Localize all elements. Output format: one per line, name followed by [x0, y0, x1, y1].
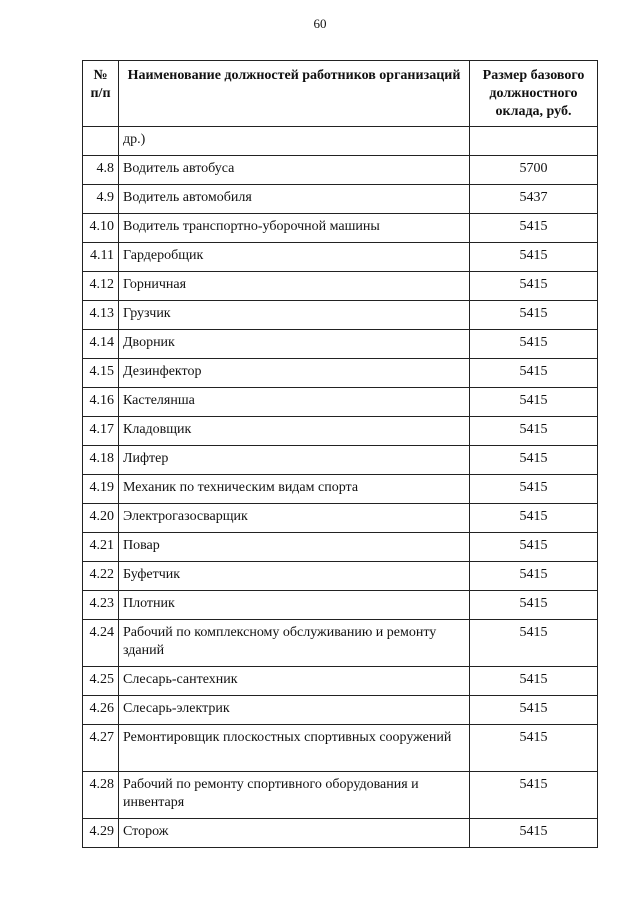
table-header [83, 61, 598, 127]
cell-num: 4.23 [83, 591, 119, 620]
cell-name: Водитель транспортно-уборочной машины [119, 214, 470, 243]
cell-name: Гардеробщик [119, 243, 470, 272]
cell-name: Рабочий по ремонту спортивного оборудования и инвентаря [119, 772, 470, 819]
table-row [83, 301, 598, 330]
cell-salary: 5415 [470, 504, 598, 533]
table-row [83, 243, 598, 272]
cell-num: 4.16 [83, 388, 119, 417]
table-row [83, 591, 598, 620]
table-row [83, 214, 598, 243]
table-row [83, 359, 598, 388]
cell-num: 4.13 [83, 301, 119, 330]
table-row [83, 417, 598, 446]
cell-name: Слесарь-сантехник [119, 667, 470, 696]
page-number: 60 [313, 16, 327, 31]
cell-num: 4.11 [83, 243, 119, 272]
cell-num [83, 127, 119, 156]
header-salary: Размер базового должностного оклада, руб. [470, 61, 598, 127]
cell-salary: 5415 [470, 214, 598, 243]
cell-num: 4.21 [83, 533, 119, 562]
cell-name: Сторож [119, 819, 470, 848]
table-row [83, 562, 598, 591]
cell-salary [470, 127, 598, 156]
cell-salary: 5415 [470, 620, 598, 667]
cell-name: Кастелянша [119, 388, 470, 417]
cell-num: 4.28 [83, 772, 119, 819]
cell-name: Грузчик [119, 301, 470, 330]
cell-salary: 5415 [470, 359, 598, 388]
cell-salary: 5700 [470, 156, 598, 185]
cell-name: Механик по техническим видам спорта [119, 475, 470, 504]
cell-name: Ремонтировщик плоскостных спортивных сооружений [119, 725, 470, 772]
cell-num: 4.12 [83, 272, 119, 301]
cell-num: 4.27 [83, 725, 119, 772]
cell-num: 4.19 [83, 475, 119, 504]
cell-name: др.) [119, 127, 470, 156]
table-row [83, 533, 598, 562]
cell-salary: 5415 [470, 301, 598, 330]
cell-salary: 5415 [470, 446, 598, 475]
cell-name: Лифтер [119, 446, 470, 475]
cell-name: Дезинфектор [119, 359, 470, 388]
cell-salary: 5415 [470, 475, 598, 504]
cell-num: 4.9 [83, 185, 119, 214]
cell-salary: 5415 [470, 388, 598, 417]
cell-salary: 5415 [470, 819, 598, 848]
cell-name: Буфетчик [119, 562, 470, 591]
table-row [83, 725, 598, 772]
cell-name: Водитель автомобиля [119, 185, 470, 214]
cell-salary: 5415 [470, 243, 598, 272]
table-row [83, 272, 598, 301]
cell-name: Повар [119, 533, 470, 562]
cell-salary: 5415 [470, 667, 598, 696]
cell-name: Дворник [119, 330, 470, 359]
table-row [83, 620, 598, 667]
cell-num: 4.26 [83, 696, 119, 725]
cell-name: Водитель автобуса [119, 156, 470, 185]
table-row [83, 185, 598, 214]
cell-num: 4.24 [83, 620, 119, 667]
cell-name: Слесарь-электрик [119, 696, 470, 725]
cell-name: Плотник [119, 591, 470, 620]
cell-salary: 5415 [470, 591, 598, 620]
table-row [83, 819, 598, 848]
cell-num: 4.25 [83, 667, 119, 696]
cell-num: 4.20 [83, 504, 119, 533]
table-row [83, 772, 598, 819]
cell-name: Электрогазосварщик [119, 504, 470, 533]
cell-num: 4.18 [83, 446, 119, 475]
table-row [83, 330, 598, 359]
salary-table [82, 60, 598, 848]
header-num: № п/п [83, 61, 119, 127]
cell-name: Кладовщик [119, 417, 470, 446]
table-row [83, 475, 598, 504]
table-row [83, 446, 598, 475]
cell-salary: 5437 [470, 185, 598, 214]
table-row [83, 504, 598, 533]
table-row [83, 667, 598, 696]
table-row [83, 156, 598, 185]
table-row [83, 696, 598, 725]
table-row-continuation [83, 127, 598, 156]
cell-num: 4.22 [83, 562, 119, 591]
cell-num: 4.10 [83, 214, 119, 243]
cell-salary: 5415 [470, 696, 598, 725]
cell-salary: 5415 [470, 562, 598, 591]
cell-num: 4.8 [83, 156, 119, 185]
cell-salary: 5415 [470, 772, 598, 819]
cell-salary: 5415 [470, 330, 598, 359]
cell-salary: 5415 [470, 533, 598, 562]
cell-name: Рабочий по комплексному обслуживанию и ремонту зданий [119, 620, 470, 667]
cell-salary: 5415 [470, 417, 598, 446]
cell-num: 4.15 [83, 359, 119, 388]
cell-name: Горничная [119, 272, 470, 301]
cell-salary: 5415 [470, 272, 598, 301]
cell-num: 4.14 [83, 330, 119, 359]
table-row [83, 388, 598, 417]
cell-num: 4.29 [83, 819, 119, 848]
cell-salary: 5415 [470, 725, 598, 772]
header-name: Наименование должностей работников организаций [119, 61, 470, 127]
table-body [83, 127, 598, 848]
cell-num: 4.17 [83, 417, 119, 446]
